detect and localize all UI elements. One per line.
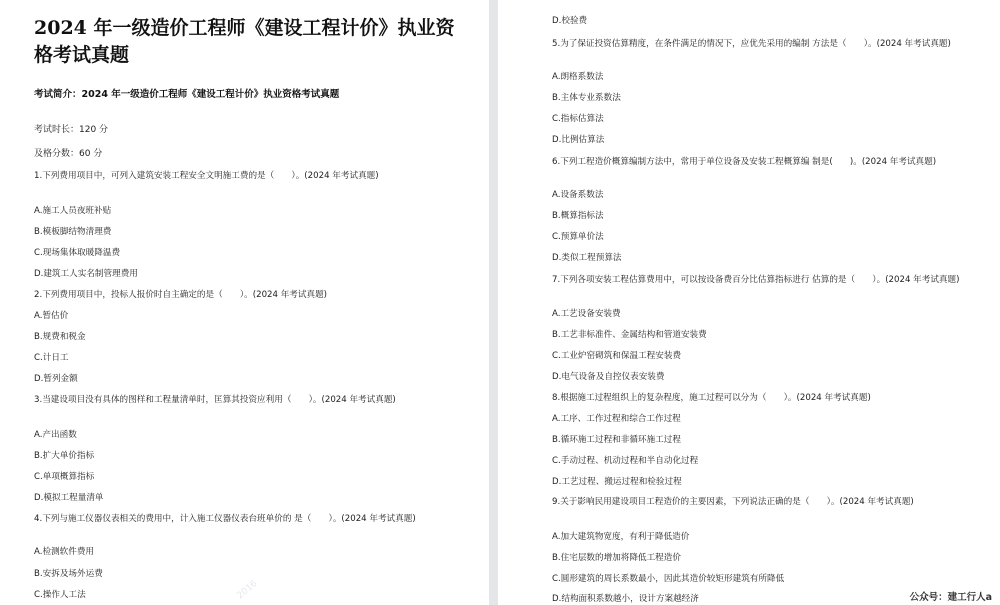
- option-9a: A.加大建筑物宽度，有利于降低造价: [552, 532, 690, 542]
- option-6a: A.设备系数法: [552, 190, 604, 200]
- option-5d: D.比例估算法: [552, 135, 605, 145]
- option-9d: D.结构面积系数越小，设计方案越经济: [552, 594, 699, 604]
- question-6: 6.下列工程造价概算编制方法中，常用于单位设备及安装工程概算编 制是( )。(2024 年考试真题): [552, 157, 937, 167]
- option-2b: B.规费和税金: [34, 332, 86, 342]
- option-5b: B.主体专业系数法: [552, 93, 621, 103]
- option-7b: B.工艺非标准件、金属结构和管道安装费: [552, 330, 707, 340]
- right-page: [498, 0, 1000, 605]
- option-7c: C.工业炉窑砌筑和保温工程安装费: [552, 351, 682, 361]
- option-6b: B.概算指标法: [552, 211, 604, 221]
- option-8a: A.工序、工作过程和综合工作过程: [552, 414, 681, 424]
- option-6d: D.类似工程预算法: [552, 253, 622, 263]
- question-8: 8.根据施工过程组织上的复杂程度，施工过程可以分为（ ）。(2024 年考试真题): [552, 393, 871, 403]
- option-3d: D.模拟工程量清单: [34, 493, 104, 503]
- footer-brand: 公众号：建工行人a: [908, 589, 994, 603]
- question-7: 7.下列各项安装工程估算费用中，可以按设备费百分比估算指标进行 估算的是（ ）。(2024 年考试真题): [552, 275, 960, 285]
- option-3a: A.产出函数: [34, 430, 77, 440]
- option-9b: B.住宅层数的增加将降低工程造价: [552, 553, 681, 563]
- question-1: 1.下列费用项目中，可列入建筑安装工程安全文明施工费的是（ ）。(2024 年考试真题): [34, 171, 379, 181]
- option-4d: D.校验费: [552, 16, 588, 26]
- passing-score: 及格分数：60 分: [34, 149, 103, 159]
- question-9: 9.关于影响民用建设项目工程造价的主要因素，下列说法正确的是（ ）。(2024 年考试真题): [552, 497, 914, 507]
- question-4: 4.下列与施工仪器仪表相关的费用中，计入施工仪器仪表台班单价的 是（ ）。(2024 年考试真题): [34, 514, 416, 524]
- option-1d: D.建筑工人实名制管理费用: [34, 269, 138, 279]
- option-2d: D.暂列金额: [34, 374, 78, 384]
- question-3: 3.当建设项目没有具体的图样和工程量清单时，匡算其投资应利用（ ）。(2024 年考试真题): [34, 395, 396, 405]
- option-3b: B.扩大单价指标: [34, 451, 95, 461]
- option-8c: C.手动过程、机动过程和半自动化过程: [552, 456, 699, 466]
- watermark: 2016: [235, 578, 260, 602]
- option-2a: A.暂估价: [34, 311, 69, 321]
- option-2c: C.计日工: [34, 353, 69, 363]
- option-1a: A.施工人员夜班补贴: [34, 206, 112, 216]
- option-5a: A.朗格系数法: [552, 72, 604, 82]
- option-8b: B.循环施工过程和非循环施工过程: [552, 435, 681, 445]
- option-5c: C.指标估算法: [552, 114, 604, 124]
- question-2: 2.下列费用项目中，投标人报价时自主确定的是（ ）。(2024 年考试真题): [34, 290, 328, 300]
- option-9c: C.圆形建筑的周长系数最小，因此其造价较矩形建筑有所降低: [552, 574, 785, 584]
- option-7d: D.电气设备及自控仪表安装费: [552, 372, 665, 382]
- option-6c: C.预算单价法: [552, 232, 604, 242]
- exam-duration: 考试时长：120 分: [34, 125, 109, 135]
- option-1c: C.现场集体取暖降温费: [34, 248, 121, 258]
- exam-intro: 考试简介：2024 年一级造价工程师《建设工程计价》执业资格考试真题: [34, 89, 340, 100]
- option-7a: A.工艺设备安装费: [552, 309, 621, 319]
- option-4a: A.检测软件费用: [34, 547, 95, 557]
- left-page: [0, 0, 489, 605]
- option-4c: C.操作人工法: [34, 590, 86, 600]
- option-4b: B.安拆及场外运费: [34, 569, 103, 579]
- option-1b: B.模板脚结物清理费: [34, 227, 112, 237]
- page-gutter: [489, 0, 498, 605]
- question-5: 5.为了保证投资估算精度，在条件满足的情况下，应优先采用的编制 方法是（ ）。(2024 年考试真题): [552, 39, 951, 49]
- document-title: 2024 年一级造价工程师《建设工程计价》执业资格考试真题: [34, 17, 455, 66]
- option-8d: D.工艺过程、搬运过程和检验过程: [552, 477, 682, 487]
- option-3c: C.单项概算指标: [34, 472, 95, 482]
